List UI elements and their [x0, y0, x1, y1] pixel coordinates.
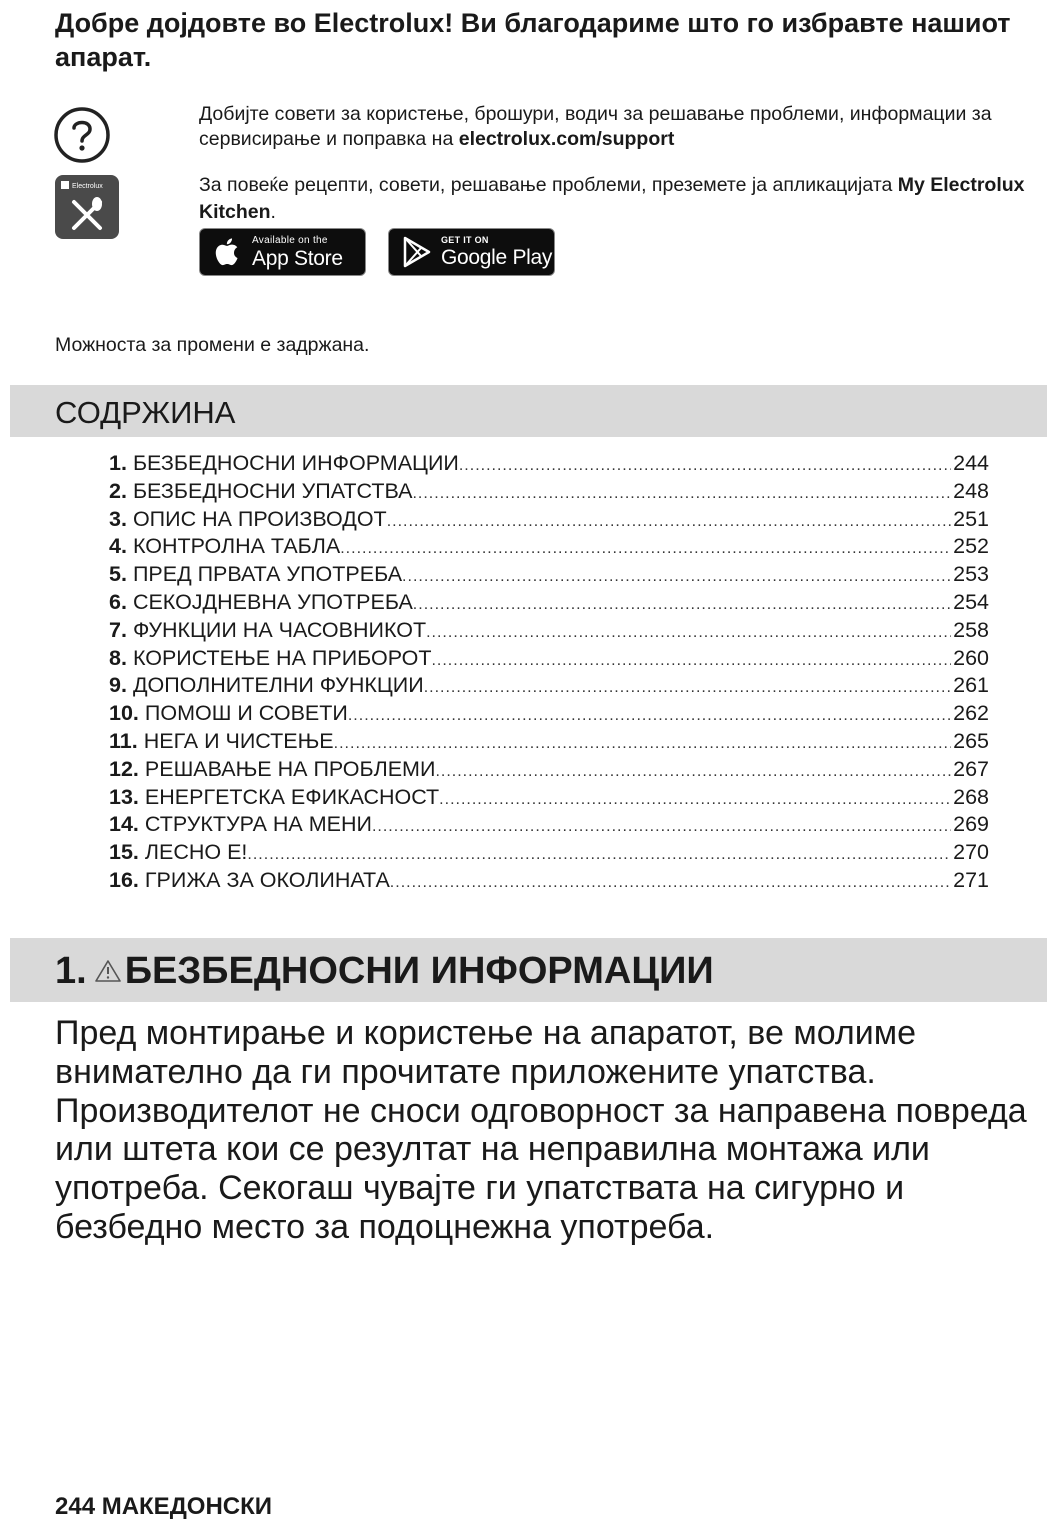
toc-item-label: ДОПОЛНИТЕЛНИ ФУНКЦИИ [132, 673, 424, 698]
apple-icon [210, 234, 246, 270]
toc-item-label: НЕГА И ЧИСТЕЊЕ [143, 728, 334, 753]
question-circle-icon [54, 107, 110, 163]
toc-leader-dots [247, 846, 951, 864]
google-play-icon [399, 234, 435, 270]
toc-item-page: 268 [953, 784, 989, 809]
warning-triangle-icon [95, 959, 121, 983]
toc-item-page: 252 [953, 534, 989, 559]
toc-item-label: БЕЗБЕДНОСНИ УПАТСТВА [132, 478, 413, 503]
toc-item[interactable] [109, 479, 989, 507]
toc-item[interactable] [109, 785, 989, 813]
toc-item[interactable] [109, 507, 989, 535]
toc-item-number: 4. [109, 534, 127, 559]
toc-item-label: РЕШАВАЊЕ НА ПРОБЛЕМИ [144, 756, 436, 781]
toc-item-number: 16. [109, 867, 139, 892]
app-store-badge-label: App Store [252, 246, 343, 270]
toc-leader-dots [348, 707, 951, 725]
toc-leader-dots [412, 485, 951, 503]
toc-item-page: 248 [953, 478, 989, 503]
toc-item-page: 270 [953, 840, 989, 865]
toc-item-label: ЛЕСНО Е! [144, 840, 248, 865]
toc-item-number: 8. [109, 645, 127, 670]
toc-leader-dots [334, 735, 951, 753]
app-download-text [199, 172, 1039, 226]
toc-item-label: ЕНЕРГЕТСКА ЕФИКАСНОСТ [144, 784, 440, 809]
toc-leader-dots [387, 513, 951, 531]
toc-item-number: 7. [109, 617, 127, 642]
app-icon-brand-label: Electrolux [72, 183, 103, 190]
toc-item-number: 15. [109, 840, 139, 865]
toc-item-label: БЕЗБЕДНОСНИ ИНФОРМАЦИИ [132, 451, 459, 475]
section1-intro: Пред монтирање и користење на апаратот, ве молиме внимателно да ги прочитате приложените упатства. Производителот не сноси одговорност за направена повреда или штета кои се резултат на неправилна монтажа или употреба. Секогаш чувајте ги упатствата на сигурно и безбедно место за подоцнежна употреба. [55, 1014, 1027, 1246]
toc-item-page: 254 [953, 589, 989, 614]
toc-item-number: 2. [109, 478, 127, 503]
toc-item-label: ГРИЖА ЗА ОКОЛИНАТА [144, 867, 390, 892]
toc-item-number: 14. [109, 812, 139, 837]
toc-item-label: ПРЕД ПРВАТА УПОТРЕБА [132, 562, 403, 587]
toc-item[interactable] [109, 646, 989, 674]
toc-title: СОДРЖИНА [55, 395, 236, 430]
app-text-body: За повеќе рецепти, совети, решавање проблеми, преземете ја апликацијата [199, 174, 898, 196]
toc-item-number: 10. [109, 701, 139, 726]
toc-item[interactable] [109, 618, 989, 646]
toc-leader-dots [402, 568, 951, 586]
toc-item-page: 267 [953, 756, 989, 781]
toc-item[interactable] [109, 868, 989, 896]
toc-item-page: 251 [953, 506, 989, 531]
app-store-badge-small: Available on the [252, 234, 328, 246]
page-footer: 244 МАКЕДОНСКИ [55, 1493, 273, 1520]
toc-item-page: 269 [953, 812, 989, 837]
toc-item-label: ОПИС НА ПРОИЗВОДОТ [132, 506, 387, 531]
welcome-title: Добре дојдовте во Electrolux! Ви благодариме што го избравте нашиот апарат. [55, 8, 1011, 72]
toc-leader-dots [435, 763, 951, 781]
toc-leader-dots [372, 818, 951, 836]
toc-item[interactable] [109, 840, 989, 868]
toc-item-label: КОРИСТЕЊЕ НА ПРИБОРОТ [132, 645, 432, 670]
toc-item-page: 265 [953, 728, 989, 753]
toc-leader-dots [459, 457, 951, 475]
toc-item[interactable] [109, 701, 989, 729]
toc-item-number: 5. [109, 562, 127, 587]
toc-item-number: 6. [109, 589, 127, 614]
section1-title [55, 948, 714, 994]
toc-item[interactable] [109, 534, 989, 562]
toc-item[interactable] [109, 590, 989, 618]
toc-item-page: 244 [953, 451, 989, 475]
toc-item-label: ПОМОШ И СОВЕТИ [144, 701, 348, 726]
toc-item-number: 12. [109, 756, 139, 781]
app-name: My Electrolux Kitchen [199, 174, 1025, 223]
toc-item-page: 271 [953, 867, 989, 892]
toc-leader-dots [413, 596, 951, 614]
toc-item-page: 253 [953, 562, 989, 587]
toc-item-page: 262 [953, 701, 989, 726]
toc-item-label: ФУНКЦИИ НА ЧАСОВНИКОТ [132, 617, 427, 642]
toc-item[interactable] [109, 729, 989, 757]
electrolux-kitchen-app-icon [54, 174, 120, 240]
toc-item-page: 258 [953, 617, 989, 642]
toc-item[interactable] [109, 451, 989, 479]
support-text [199, 102, 1039, 152]
support-text-body: Добијте совети за користење, брошури, водич за решавање проблеми, информации за сервисирање и поправка на [199, 103, 992, 150]
toc-item[interactable] [109, 673, 989, 701]
toc-item-number: 11. [109, 728, 138, 753]
google-play-badge[interactable] [388, 228, 555, 276]
toc-item-label: СТРУКТУРА НА МЕНИ [144, 812, 372, 837]
toc-item-page: 260 [953, 645, 989, 670]
app-text-suffix: . [270, 201, 276, 223]
table-of-contents [109, 451, 989, 896]
toc-item[interactable] [109, 562, 989, 590]
support-link[interactable]: electrolux.com/support [458, 128, 675, 150]
section1-number: 1. [55, 950, 87, 992]
toc-item-number: 13. [109, 784, 139, 809]
toc-leader-dots [426, 624, 951, 642]
toc-leader-dots [390, 874, 951, 892]
google-play-badge-label: Google Play [441, 246, 553, 269]
toc-item-label: КОНТРОЛНА ТАБЛА [132, 534, 341, 559]
section1-title-text: БЕЗБЕДНОСНИ ИНФОРМАЦИИ [124, 950, 714, 992]
toc-leader-dots [340, 540, 951, 558]
reserved-note: Можноста за промени е задржана. [55, 334, 370, 356]
app-store-badge[interactable] [199, 228, 366, 276]
toc-leader-dots [424, 679, 951, 697]
toc-item-number: 1. [109, 451, 127, 475]
toc-item-label: СЕКОЈДНЕВНА УПОТРЕБА [132, 589, 413, 614]
toc-leader-dots [431, 652, 951, 670]
toc-leader-dots [439, 791, 951, 809]
toc-item[interactable] [109, 812, 989, 840]
toc-item[interactable] [109, 757, 989, 785]
google-play-badge-small: GET IT ON [441, 235, 489, 245]
toc-item-number: 3. [109, 506, 127, 531]
toc-item-number: 9. [109, 673, 127, 698]
toc-item-page: 261 [953, 673, 989, 698]
